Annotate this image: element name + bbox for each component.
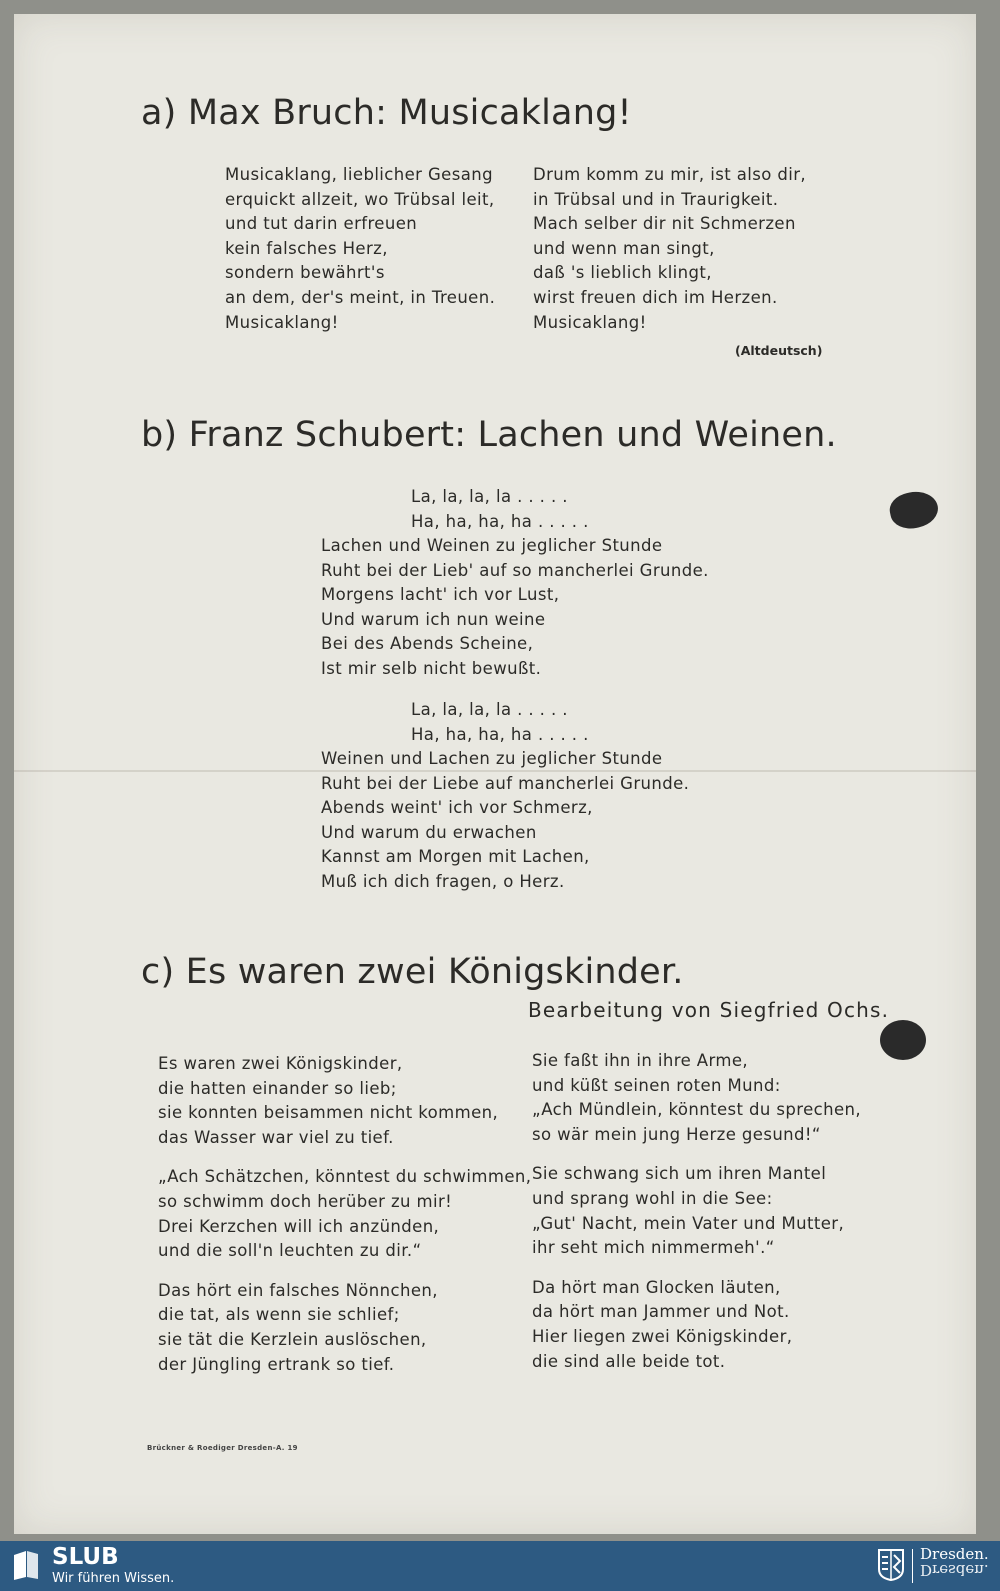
verse-line: Drum komm zu mir, ist also dir, xyxy=(533,165,807,184)
verse-line: ihr seht mich nimmermeh'.“ xyxy=(532,1238,775,1258)
verse-line: Abends weint' ich vor Schmerz, xyxy=(321,798,593,818)
verse-line: „Ach Schätzchen, könntest du schwimmen, xyxy=(158,1167,532,1187)
verse-line: Lachen und Weinen zu jeglicher Stunde xyxy=(321,536,663,555)
section-b-heading: b) Franz Schubert: Lachen und Weinen. xyxy=(141,415,837,455)
verse-line: Musicaklang! xyxy=(225,312,339,332)
verse-line: erquickt allzeit, wo Trübsal leit, xyxy=(225,189,495,209)
verse-line: und die soll'n leuchten zu dir.“ xyxy=(158,1241,422,1261)
verse-line: und küßt seinen roten Mund: xyxy=(532,1075,781,1095)
verse-line: La, la, la, la . . . . . xyxy=(411,700,568,719)
stanza xyxy=(532,1162,861,1260)
section-a-heading: a) Max Bruch: Musicaklang! xyxy=(141,93,632,133)
verse-line: wirst freuen dich im Herzen. xyxy=(533,287,778,307)
footer-city[interactable] xyxy=(920,1547,989,1577)
verse-line: Kannst am Morgen mit Lachen, xyxy=(321,847,590,867)
stanza xyxy=(158,1279,531,1377)
verse-line: Ruht bei der Liebe auf mancherlei Grunde. xyxy=(321,773,690,793)
section-a-right-column xyxy=(533,163,806,335)
footer-separator xyxy=(912,1549,913,1583)
verse-line: die tat, als wenn sie schlief; xyxy=(158,1305,400,1325)
verse-line: Morgens lacht' ich vor Lust, xyxy=(321,585,560,605)
verse-line: Und warum ich nun weine xyxy=(321,609,546,629)
stanza xyxy=(532,1049,861,1147)
verse-line: La, la, la, la . . . . . xyxy=(411,487,568,506)
printer-imprint: Brückner & Roediger Dresden-A. 19 xyxy=(147,1444,298,1452)
section-b-stanza1 xyxy=(321,534,709,682)
slub-book-icon xyxy=(12,1549,40,1581)
verse-line: Sie schwang sich um ihren Mantel xyxy=(532,1164,827,1184)
section-c-arrangement: Bearbeitung von Siegfried Ochs. xyxy=(528,998,890,1022)
verse-line: kein falsches Herz, xyxy=(225,238,388,258)
dresden-crest-icon xyxy=(878,1549,904,1581)
verse-line: Ha, ha, ha, ha . . . . . xyxy=(411,724,589,744)
section-b-stanza1-refrain xyxy=(411,485,589,534)
section-c-right-column xyxy=(532,1049,861,1389)
verse-line: Ha, ha, ha, ha . . . . . xyxy=(411,511,589,531)
verse-line: da hört man Jammer und Not. xyxy=(532,1302,790,1322)
verse-line: „Ach Mündlein, könntest du sprechen, xyxy=(532,1100,862,1120)
verse-line: die hatten einander so lieb; xyxy=(158,1078,397,1098)
verse-line: Mach selber dir nit Schmerzen xyxy=(533,214,796,234)
verse-line: Es waren zwei Königskinder, xyxy=(158,1054,403,1073)
punch-hole-bottom xyxy=(880,1020,926,1060)
footer-subtitle: Wir führen Wissen. xyxy=(52,1571,175,1586)
verse-line: in Trübsal und in Traurigkeit. xyxy=(533,189,779,209)
verse-line: „Gut' Nacht, mein Vater und Mutter, xyxy=(532,1213,845,1233)
verse-line: Bei des Abends Scheine, xyxy=(321,634,534,654)
verse-line: Musicaklang, lieblicher Gesang xyxy=(225,165,493,184)
verse-line: Muß ich dich fragen, o Herz. xyxy=(321,871,565,891)
verse-line: Drei Kerzchen will ich anzünden, xyxy=(158,1216,440,1236)
verse-line: so schwimm doch herüber zu mir! xyxy=(158,1191,453,1211)
section-c-left-column xyxy=(158,1052,531,1392)
section-b-stanza2-refrain xyxy=(411,698,589,747)
section-a-left-column xyxy=(225,163,495,335)
verse-line: und wenn man singt, xyxy=(533,238,715,258)
footer-bar xyxy=(0,1541,1000,1591)
verse-line: sie tät die Kerzlein auslöschen, xyxy=(158,1329,427,1349)
section-a-note: (Altdeutsch) xyxy=(735,343,823,358)
stanza xyxy=(158,1165,531,1263)
verse-line: der Jüngling ertrank so tief. xyxy=(158,1354,395,1374)
verse-line: das Wasser war viel zu tief. xyxy=(158,1127,394,1147)
verse-line: daß 's lieblich klingt, xyxy=(533,263,712,283)
verse-line: die sind alle beide tot. xyxy=(532,1351,726,1371)
verse-line: Ruht bei der Lieb' auf so mancherlei Grunde. xyxy=(321,560,709,580)
verse-line: Ist mir selb nicht bewußt. xyxy=(321,658,542,678)
verse-line: an dem, der's meint, in Treuen. xyxy=(225,287,496,307)
verse-line: Hier liegen zwei Königskinder, xyxy=(532,1326,793,1346)
stanza xyxy=(532,1276,861,1374)
verse-line: Und warum du erwachen xyxy=(321,822,537,842)
verse-line: Weinen und Lachen zu jeglicher Stunde xyxy=(321,749,663,768)
verse-line: sondern bewährt's xyxy=(225,263,385,283)
stanza xyxy=(158,1052,531,1150)
verse-line: Musicaklang! xyxy=(533,312,647,332)
verse-line: Das hört ein falsches Nönnchen, xyxy=(158,1280,438,1300)
verse-line: Da hört man Glocken läuten, xyxy=(532,1277,781,1297)
section-c-heading: c) Es waren zwei Königskinder. xyxy=(141,952,684,992)
section-b-stanza2 xyxy=(321,747,689,895)
verse-line: so wär mein jung Herze gesund!“ xyxy=(532,1124,821,1144)
verse-line: und tut darin erfreuen xyxy=(225,214,418,234)
footer-title[interactable]: SLUB xyxy=(52,1544,119,1570)
verse-line: sie konnten beisammen nicht kommen, xyxy=(158,1103,499,1123)
footer-city-mirror: Dresden. xyxy=(920,1561,989,1579)
verse-line: Sie faßt ihn in ihre Arme, xyxy=(532,1051,749,1070)
verse-line: und sprang wohl in die See: xyxy=(532,1188,773,1208)
footer-city-label: Dresden. xyxy=(920,1545,989,1563)
